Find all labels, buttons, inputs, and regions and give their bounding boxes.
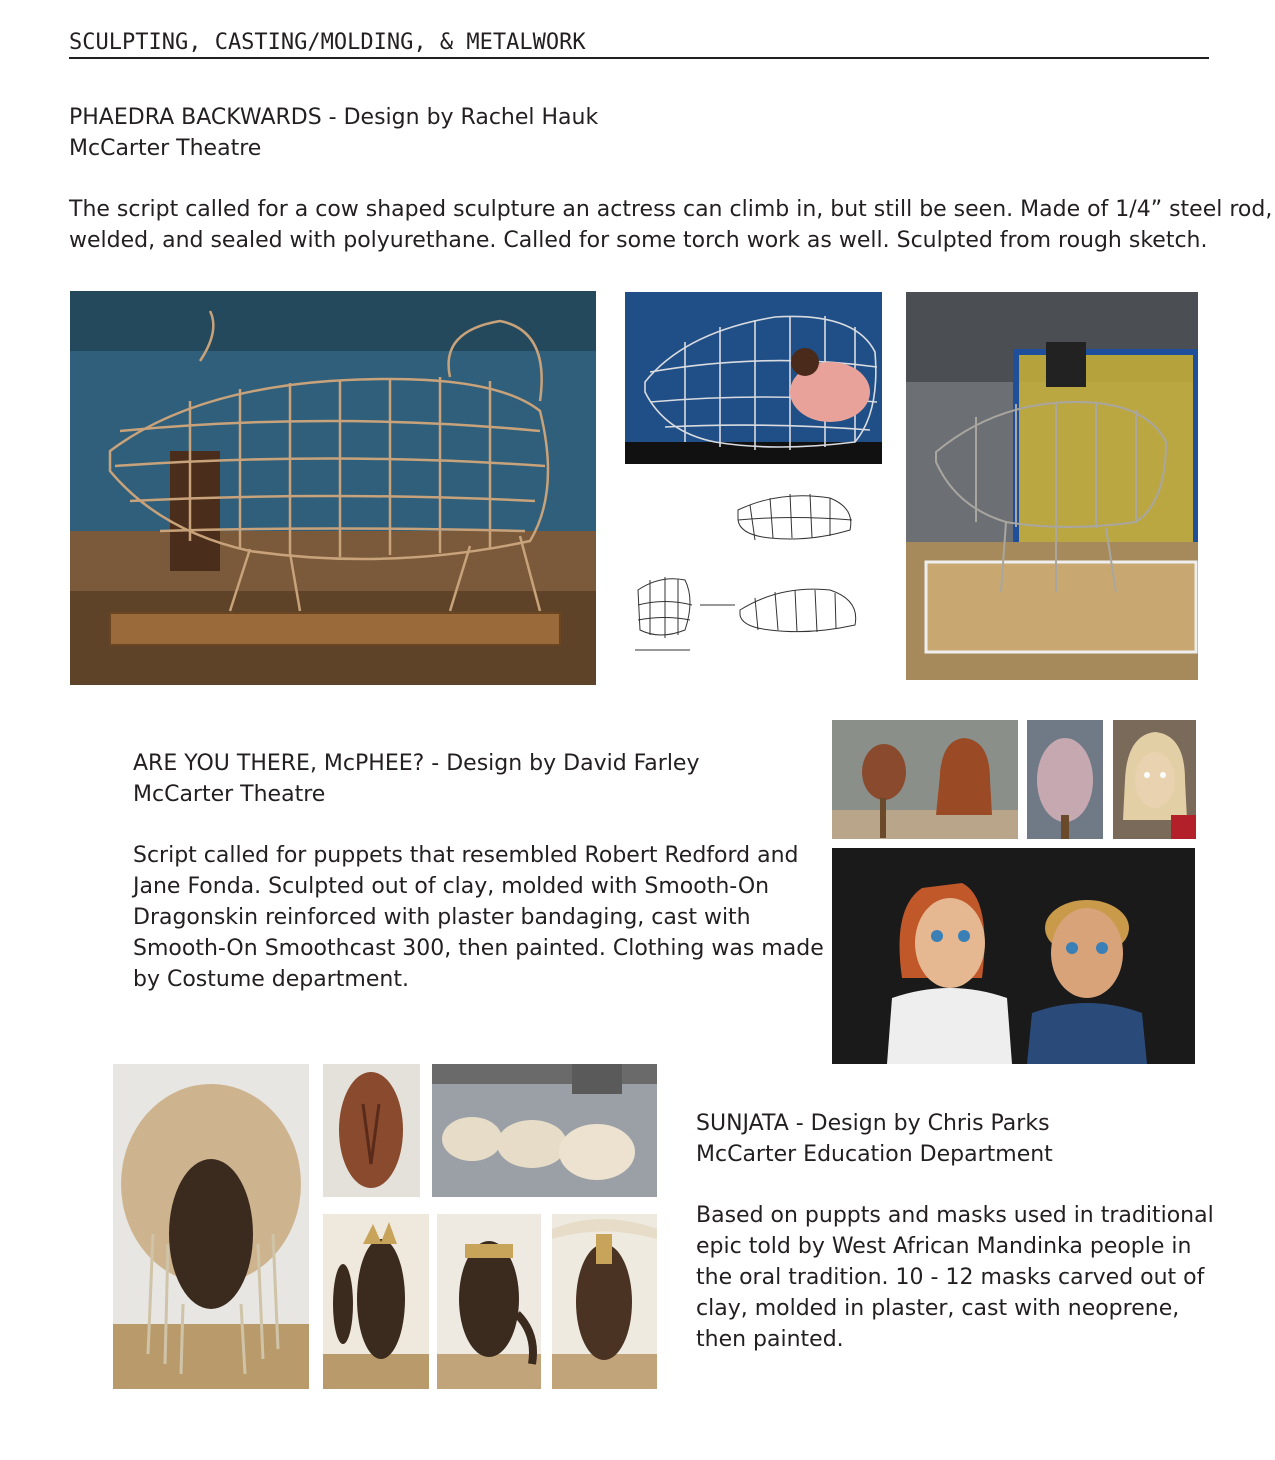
sunjata-description-line: then painted. — [696, 1327, 844, 1352]
sunjata-description-line: the oral tradition. 10 - 12 masks carved out of — [696, 1265, 1205, 1290]
cowrie-mask-photo — [113, 1064, 309, 1389]
sunjata-venue: McCarter Education Department — [696, 1142, 1053, 1167]
mcphee-title: ARE YOU THERE, McPHEE? - Design by David Farley — [133, 751, 700, 776]
sunjata-description-line: clay, molded in plaster, cast with neoprene, — [696, 1296, 1180, 1321]
mcphee-description-line: by Costume department. — [133, 967, 409, 992]
wire-cow-shop-photo — [906, 292, 1198, 680]
phaedra-title: PHAEDRA BACKWARDS - Design by Rachel Hauk — [69, 105, 599, 130]
painted-puppets-photo — [832, 848, 1195, 1064]
spiked-mask-photo — [323, 1214, 429, 1389]
mcphee-description-line: Smooth-On Smoothcast 300, then painted. Clothing was made — [133, 936, 824, 961]
mcphee-section — [133, 748, 700, 810]
sunjata-section — [696, 1108, 1053, 1170]
mcphee-description-line: Jane Fonda. Sculpted out of clay, molded with Smooth-On — [133, 874, 770, 899]
phaedra-section — [69, 102, 598, 164]
mold-photo — [1027, 720, 1103, 839]
cast-head-photo — [1113, 720, 1196, 839]
mcphee-description — [133, 840, 824, 995]
sunjata-description-line: epic told by West African Mandinka people in — [696, 1234, 1192, 1259]
gold-band-mask-photo — [437, 1214, 541, 1389]
phaedra-venue: McCarter Theatre — [69, 136, 262, 161]
actress-in-wire-cow-photo — [625, 292, 882, 464]
page-header: SCULPTING, CASTING/MOLDING, & METALWORK — [69, 30, 1209, 59]
horned-mask-photo — [552, 1214, 657, 1389]
phaedra-description — [69, 194, 1272, 256]
clay-heads-photo — [832, 720, 1018, 839]
mcphee-description-line: Script called for puppets that resembled Robert Redford and — [133, 843, 799, 868]
wire-cow-stage-photo — [70, 291, 596, 685]
sunjata-title: SUNJATA - Design by Chris Parks — [696, 1111, 1050, 1136]
phaedra-description-line: welded, and sealed with polyurethane. Called for some torch work as well. Sculpted from rough sketch. — [69, 228, 1208, 253]
mcphee-description-line: Dragonskin reinforced with plaster bandaging, cast with — [133, 905, 751, 930]
sunjata-description — [696, 1200, 1214, 1355]
cow-sketch-drawing — [630, 480, 885, 678]
clay-mask-photo — [323, 1064, 420, 1197]
mcphee-venue: McCarter Theatre — [133, 782, 326, 807]
sunjata-description-line: Based on puppts and masks used in traditional — [696, 1203, 1214, 1228]
phaedra-description-line: The script called for a cow shaped sculpture an actress can climb in, but still be seen. Made of 1/4” steel rod, — [69, 197, 1273, 222]
plaster-molds-photo — [432, 1064, 657, 1197]
